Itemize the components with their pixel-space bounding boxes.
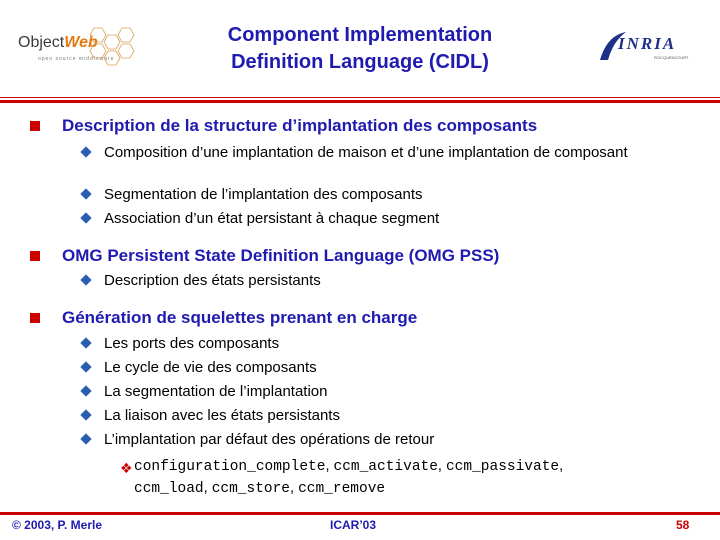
- diamond-bullet-icon: [80, 409, 91, 420]
- code-token: ccm_load: [134, 481, 204, 497]
- section-heading-text: Génération de squelettes prenant en charge: [62, 308, 418, 327]
- slide-title: [150, 22, 570, 76]
- list-item-text: L’implantation par défaut des opérations de retour: [104, 431, 435, 448]
- section-heading-text: Description de la structure d’implantation des composants: [62, 116, 538, 135]
- separator: ,: [437, 458, 446, 474]
- code-token: ccm_passivate: [445, 459, 560, 475]
- page-number: 58: [676, 518, 690, 532]
- diamond-bullet-icon: [80, 188, 91, 199]
- objectweb-logo-main: Object: [18, 34, 65, 51]
- section-heading-text: OMG Persistent State Definition Language (OMG PSS): [62, 246, 500, 265]
- separator: ,: [203, 480, 212, 496]
- list-item-text: Description des états persistants: [104, 272, 321, 289]
- list-item-text: La liaison avec les états persistants: [104, 407, 340, 424]
- hexagon-pattern-icon: [84, 24, 144, 68]
- list-item-text: Association d’un état persistant à chaque segment: [104, 210, 440, 227]
- square-bullet-icon: [30, 121, 40, 131]
- diamond-bullet-icon: [80, 146, 91, 157]
- diamond-bullet-icon: [80, 274, 91, 285]
- diamond-bullet-icon: [80, 385, 91, 396]
- checkmark-bullet-icon: ❖: [120, 460, 133, 476]
- header-divider-thin: [0, 97, 720, 98]
- inria-logo-sub: ROCQUENCOURT: [654, 55, 689, 60]
- sub-list-item-text: [134, 456, 694, 500]
- diamond-bullet-icon: [80, 212, 91, 223]
- list-item-text: Le cycle de vie des composants: [104, 359, 317, 376]
- separator: ,: [559, 458, 564, 474]
- footer-divider: [0, 512, 720, 515]
- code-token: configuration_complete: [134, 459, 326, 475]
- code-token: ccm_store: [211, 481, 291, 497]
- code-token: ccm_activate: [333, 459, 438, 475]
- square-bullet-icon: [30, 251, 40, 261]
- header-divider: [0, 100, 720, 103]
- code-token: ccm_remove: [298, 481, 386, 497]
- list-item-text: Composition d’une implantation de maison et d’une implantation de composant: [104, 144, 628, 161]
- objectweb-logo-sub: open source middleware: [38, 56, 115, 62]
- diamond-bullet-icon: [80, 433, 91, 444]
- slide-title-line1: Component Implementation: [227, 24, 493, 46]
- objectweb-logo: [14, 24, 144, 72]
- footer-event: ICAR’03: [330, 518, 377, 532]
- inria-logo-text: INRIA: [618, 34, 677, 53]
- inria-logo: [598, 30, 698, 66]
- footer-copyright: © 2003, P. Merle: [12, 518, 103, 532]
- list-item-text: Segmentation de l’implantation des composants: [104, 186, 423, 203]
- square-bullet-icon: [30, 313, 40, 323]
- diamond-bullet-icon: [80, 337, 91, 348]
- separator: ,: [290, 480, 299, 496]
- list-item-text: La segmentation de l’implantation: [104, 383, 328, 400]
- objectweb-logo-accent: Web: [64, 34, 98, 51]
- slide-title-line2: Definition Language (CIDL): [231, 51, 489, 73]
- list-item-text: Les ports des composants: [104, 335, 280, 352]
- diamond-bullet-icon: [80, 361, 91, 372]
- separator: ,: [325, 458, 334, 474]
